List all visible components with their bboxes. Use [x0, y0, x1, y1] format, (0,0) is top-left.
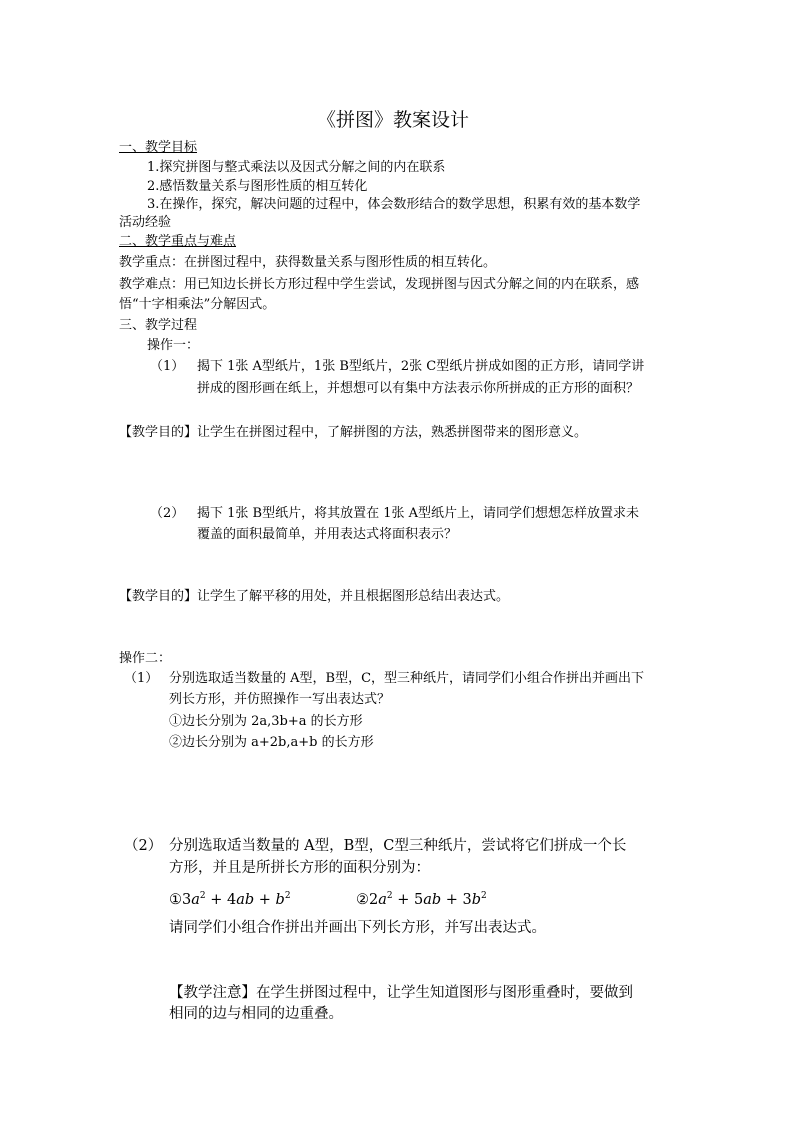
teaching-note-line2: 相同的边与相同的边重叠。 — [169, 1006, 343, 1022]
objective-3-line2: 活动经验 — [119, 215, 172, 230]
op1-q1-line2: 拼成的图形画在纸上，并想想可以有集中方法表示你所拼成的正方形的面积？ — [197, 381, 640, 396]
op2-q2-instruction: 请同学们小组合作拼出并画出下列长方形，并写出表达式。 — [169, 920, 546, 936]
op2-q2-line1: 分别选取适当数量的 A型，B型，C型三种纸片，尝试将它们拼成一个长 — [169, 838, 627, 854]
section-heading-key-points: 二、教学重点与难点 — [119, 234, 237, 249]
op2-q1-line1: 分别选取适当数量的 A型，B型，C，型三种纸片，请同学们小组合作拼出并画出下 — [169, 671, 645, 686]
op2-q1-number: （1） — [124, 671, 159, 686]
teaching-aim-2: 【教学目的】让学生了解平移的用处，并且根据图形总结出表达式。 — [119, 589, 510, 604]
teaching-aim-1: 【教学目的】让学生在拼图过程中，了解拼图的方法，熟悉拼图带来的图形意义。 — [119, 425, 588, 440]
section-heading-objectives: 一、教学目标 — [119, 140, 198, 155]
area-expression-2: $②2a^2 + 5ab + 3b^2$ — [356, 891, 487, 908]
op2-q2-number: （2） — [124, 838, 163, 854]
op2-q1-item-2: ②边长分别为 a+2b,a+b 的长方形 — [169, 735, 374, 750]
area-expression-1: $①3a^2 + 4ab + b^2$ — [169, 891, 291, 908]
op1-q1-number: （1） — [150, 359, 185, 374]
page-title: 《拼图》教案设计 — [317, 109, 470, 131]
op1-q2-line1: 揭下 1张 B型纸片，将其放置在 1张 A型纸片上，请同学们想想怎样放置求未 — [197, 506, 640, 521]
op1-q1-line1: 揭下 1张 A型纸片，1张 B型纸片，2张 C型纸片拼成如图的正方形，请同学讲 — [197, 359, 645, 374]
objective-3-line1: 3.在操作，探究，解决问题的过程中，体会数形结合的数学思想，积累有效的基本数学 — [147, 197, 641, 212]
operation-2-label: 操作二： — [119, 651, 172, 666]
op1-q2-line2: 覆盖的面积最简单，并用表达式将面积表示？ — [197, 527, 458, 542]
objective-1: 1.探究拼图与整式乘法以及因式分解之间的内在联系 — [147, 160, 446, 175]
op1-q2-number: （2） — [150, 506, 185, 521]
op2-q1-line2: 列长方形，并仿照操作一写出表达式？ — [169, 692, 391, 707]
operation-1-label: 操作一： — [147, 338, 200, 353]
op2-q1-item-1: ①边长分别为 2a,3b+a 的长方形 — [169, 714, 363, 729]
objective-2: 2.感悟数量关系与图形性质的相互转化 — [147, 179, 368, 194]
teaching-note-line1: 【教学注意】在学生拼图过程中，让学生知道图形与图形重叠时，要做到 — [169, 985, 633, 1001]
difficulty-line1: 教学难点：用已知边长拼长方形过程中学生尝试，发现拼图与因式分解之间的内在联系，感 — [119, 277, 640, 292]
difficulty-line2: 悟“十字相乘法”分解因式。 — [119, 297, 276, 312]
op2-q2-line2: 方形，并且是所拼长方形的面积分别为： — [169, 860, 430, 876]
key-point: 教学重点：在拼图过程中，获得数量关系与图形性质的相互转化。 — [119, 255, 497, 270]
section-heading-process: 三、教学过程 — [119, 318, 198, 333]
